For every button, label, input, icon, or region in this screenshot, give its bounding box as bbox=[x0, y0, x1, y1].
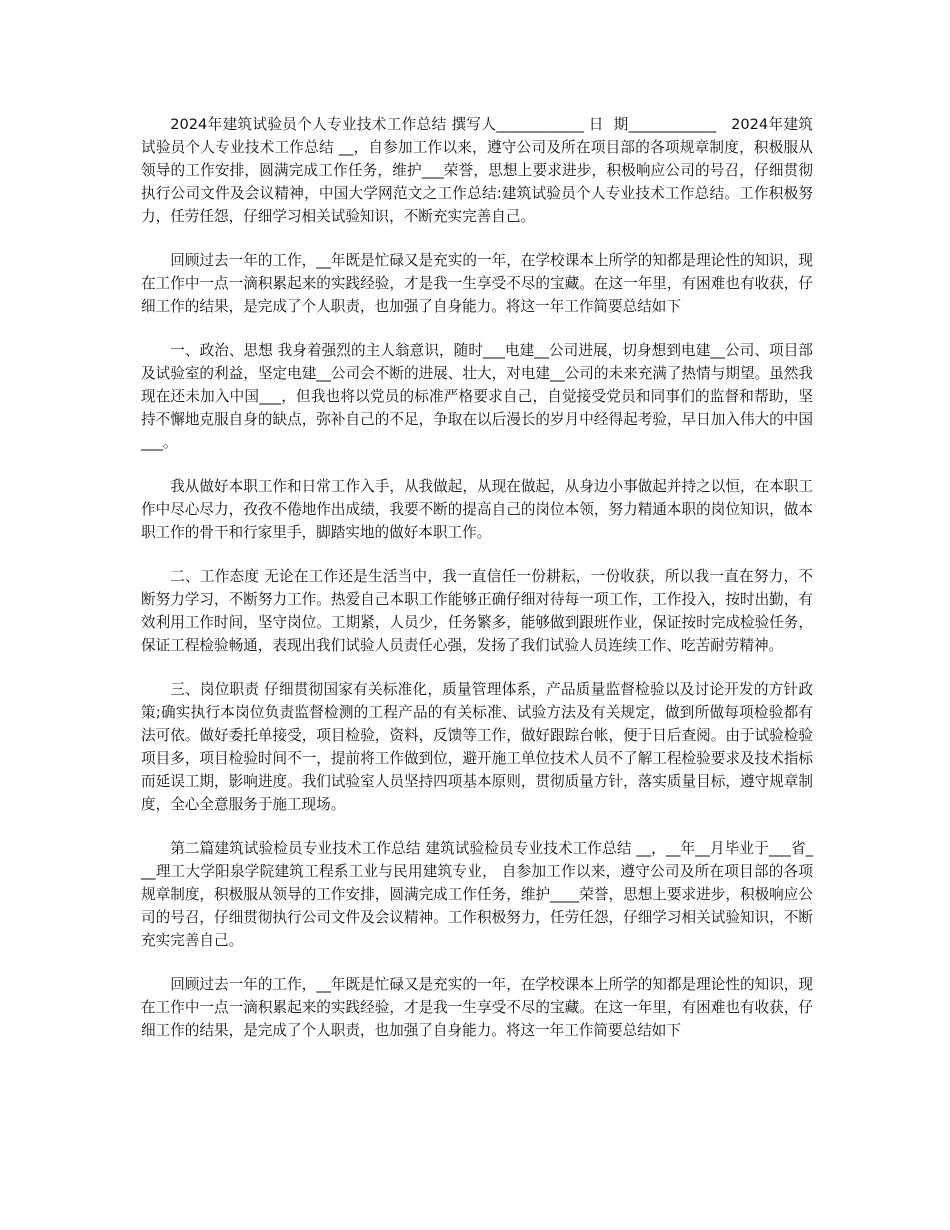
paragraph-politics: 一、政治、思想 我身着强烈的主人翁意识，随时___电建__公司进展，切身想到电建__公司、项目部及试验室的利益，坚定电建__公司会不断的进展、壮大，对电建__公司的未来充满了热情与期望。虽然我现在还未加入中国___，但我也将以党员的标准严格要求自己，自觉接受党员和同事们的监督和帮助，坚持不懈地克服自身的缺点，弥补自己的不足，争取在以后漫长的岁月中经得起考验，早日加入伟大的中国___。 bbox=[141, 342, 813, 451]
paragraph-review: 回顾过去一年的工作，__年既是忙碌又是充实的一年，在学校课本上所学的知都是理论性的知识，现在工作中一点一滴积累起来的实践经验，才是我一生享受不尽的宝藏。在这一年里，有困难也有收获，仔细工作的结果，是完成了个人职责，也加强了自身能力。将这一年工作简要总结如下 bbox=[141, 252, 813, 315]
paragraph-review-repeat: 回顾过去一年的工作，__年既是忙碌又是充实的一年，在学校课本上所学的知都是理论性的知识，现在工作中一点一滴积累起来的实践经验，才是我一生享受不尽的宝藏。在这一年里，有困难也有收获，仔细工作的结果，是完成了个人职责，也加强了自身能力。将这一年工作简要总结如下 bbox=[141, 976, 813, 1039]
paragraph-second-article: 第二篇建筑试验检员专业技术工作总结 建筑试验检员专业技术工作总结 __，__年__月毕业于___省___理工大学阳泉学院建筑工程系工业与民用建筑专业， 自参加工作以来，遵守公司及所在项目部的各项规章制度，积极服从领导的工作安排，圆满完成工作任务，维护____荣誉，思想上要求进步，积极响应公司的号召，仔细贯彻执行公司文件及会议精神。工作积极努力，任劳任怨，仔细学习相关试验知识，不断充实完善自己。 bbox=[141, 840, 813, 949]
paragraph-attitude: 二、工作态度 无论在工作还是生活当中，我一直信任一份耕耘，一份收获，所以我一直在努力，不断努力学习，不断努力工作。热爱自己本职工作能够正确仔细对待每一项工作，工作投入，按时出勤，有效利用工作时间，坚守岗位。工期紧，人员少，任务繁多，能够做到跟班作业，保证按时完成检验任务，保证工程检验畅通，表现出我们试验人员责任心强，发扬了我们试验人员连续工作、吃苦耐劳精神。 bbox=[141, 568, 813, 654]
paragraph-duties: 三、岗位职责 仔细贯彻国家有关标准化，质量管理体系，产品质量监督检验以及讨论开发的方针政策;确实执行本岗位负责监督检测的工程产品的有关标准、试验方法及有关规定，做到所做每项检验都有法可依。做好委托单接受，项目检验，资料，反馈等工作，做好跟踪台帐，便于日后查阅。由于试验检验项目多，项目检验时间不一，提前将工作做到位，避开施工单位技术人员不了解工程检验要求及技术指标而延误工期，影响进度。我们试验室人员坚持四项基本原则，贯彻质量方针，落实质量目标，遵守规章制度，全心全意服务于施工现场。 bbox=[141, 681, 813, 813]
paragraph-daily-work: 我从做好本职工作和日常工作入手，从我做起，从现在做起，从身边小事做起并持之以恒，在本职工作中尽心尽力，孜孜不倦地作出成绩，我要不断的提高自己的岗位本领，努力精通本职的岗位知识，做本职工作的骨干和行家里手，脚踏实地的做好本职工作。 bbox=[141, 478, 813, 541]
document-page bbox=[141, 113, 813, 1063]
paragraph-intro: 2024年建筑试验员个人专业技术工作总结 撰写人____________ 日 期____________ 2024年建筑试验员个人专业技术工作总结 __，自参加工作以来，遵守公司及所在项目部的各项规章制度，积极服从领导的工作安排，圆满完成工作任务，维护___荣誉，思想上要求进步，积极响应公司的号召，仔细贯彻执行公司文件及会议精神，中国大学网范文之工作总结:建筑试验员个人专业技术工作总结。工作积极努力，任劳任怨，仔细学习相关试验知识，不断充实完善自己。 bbox=[141, 116, 813, 225]
